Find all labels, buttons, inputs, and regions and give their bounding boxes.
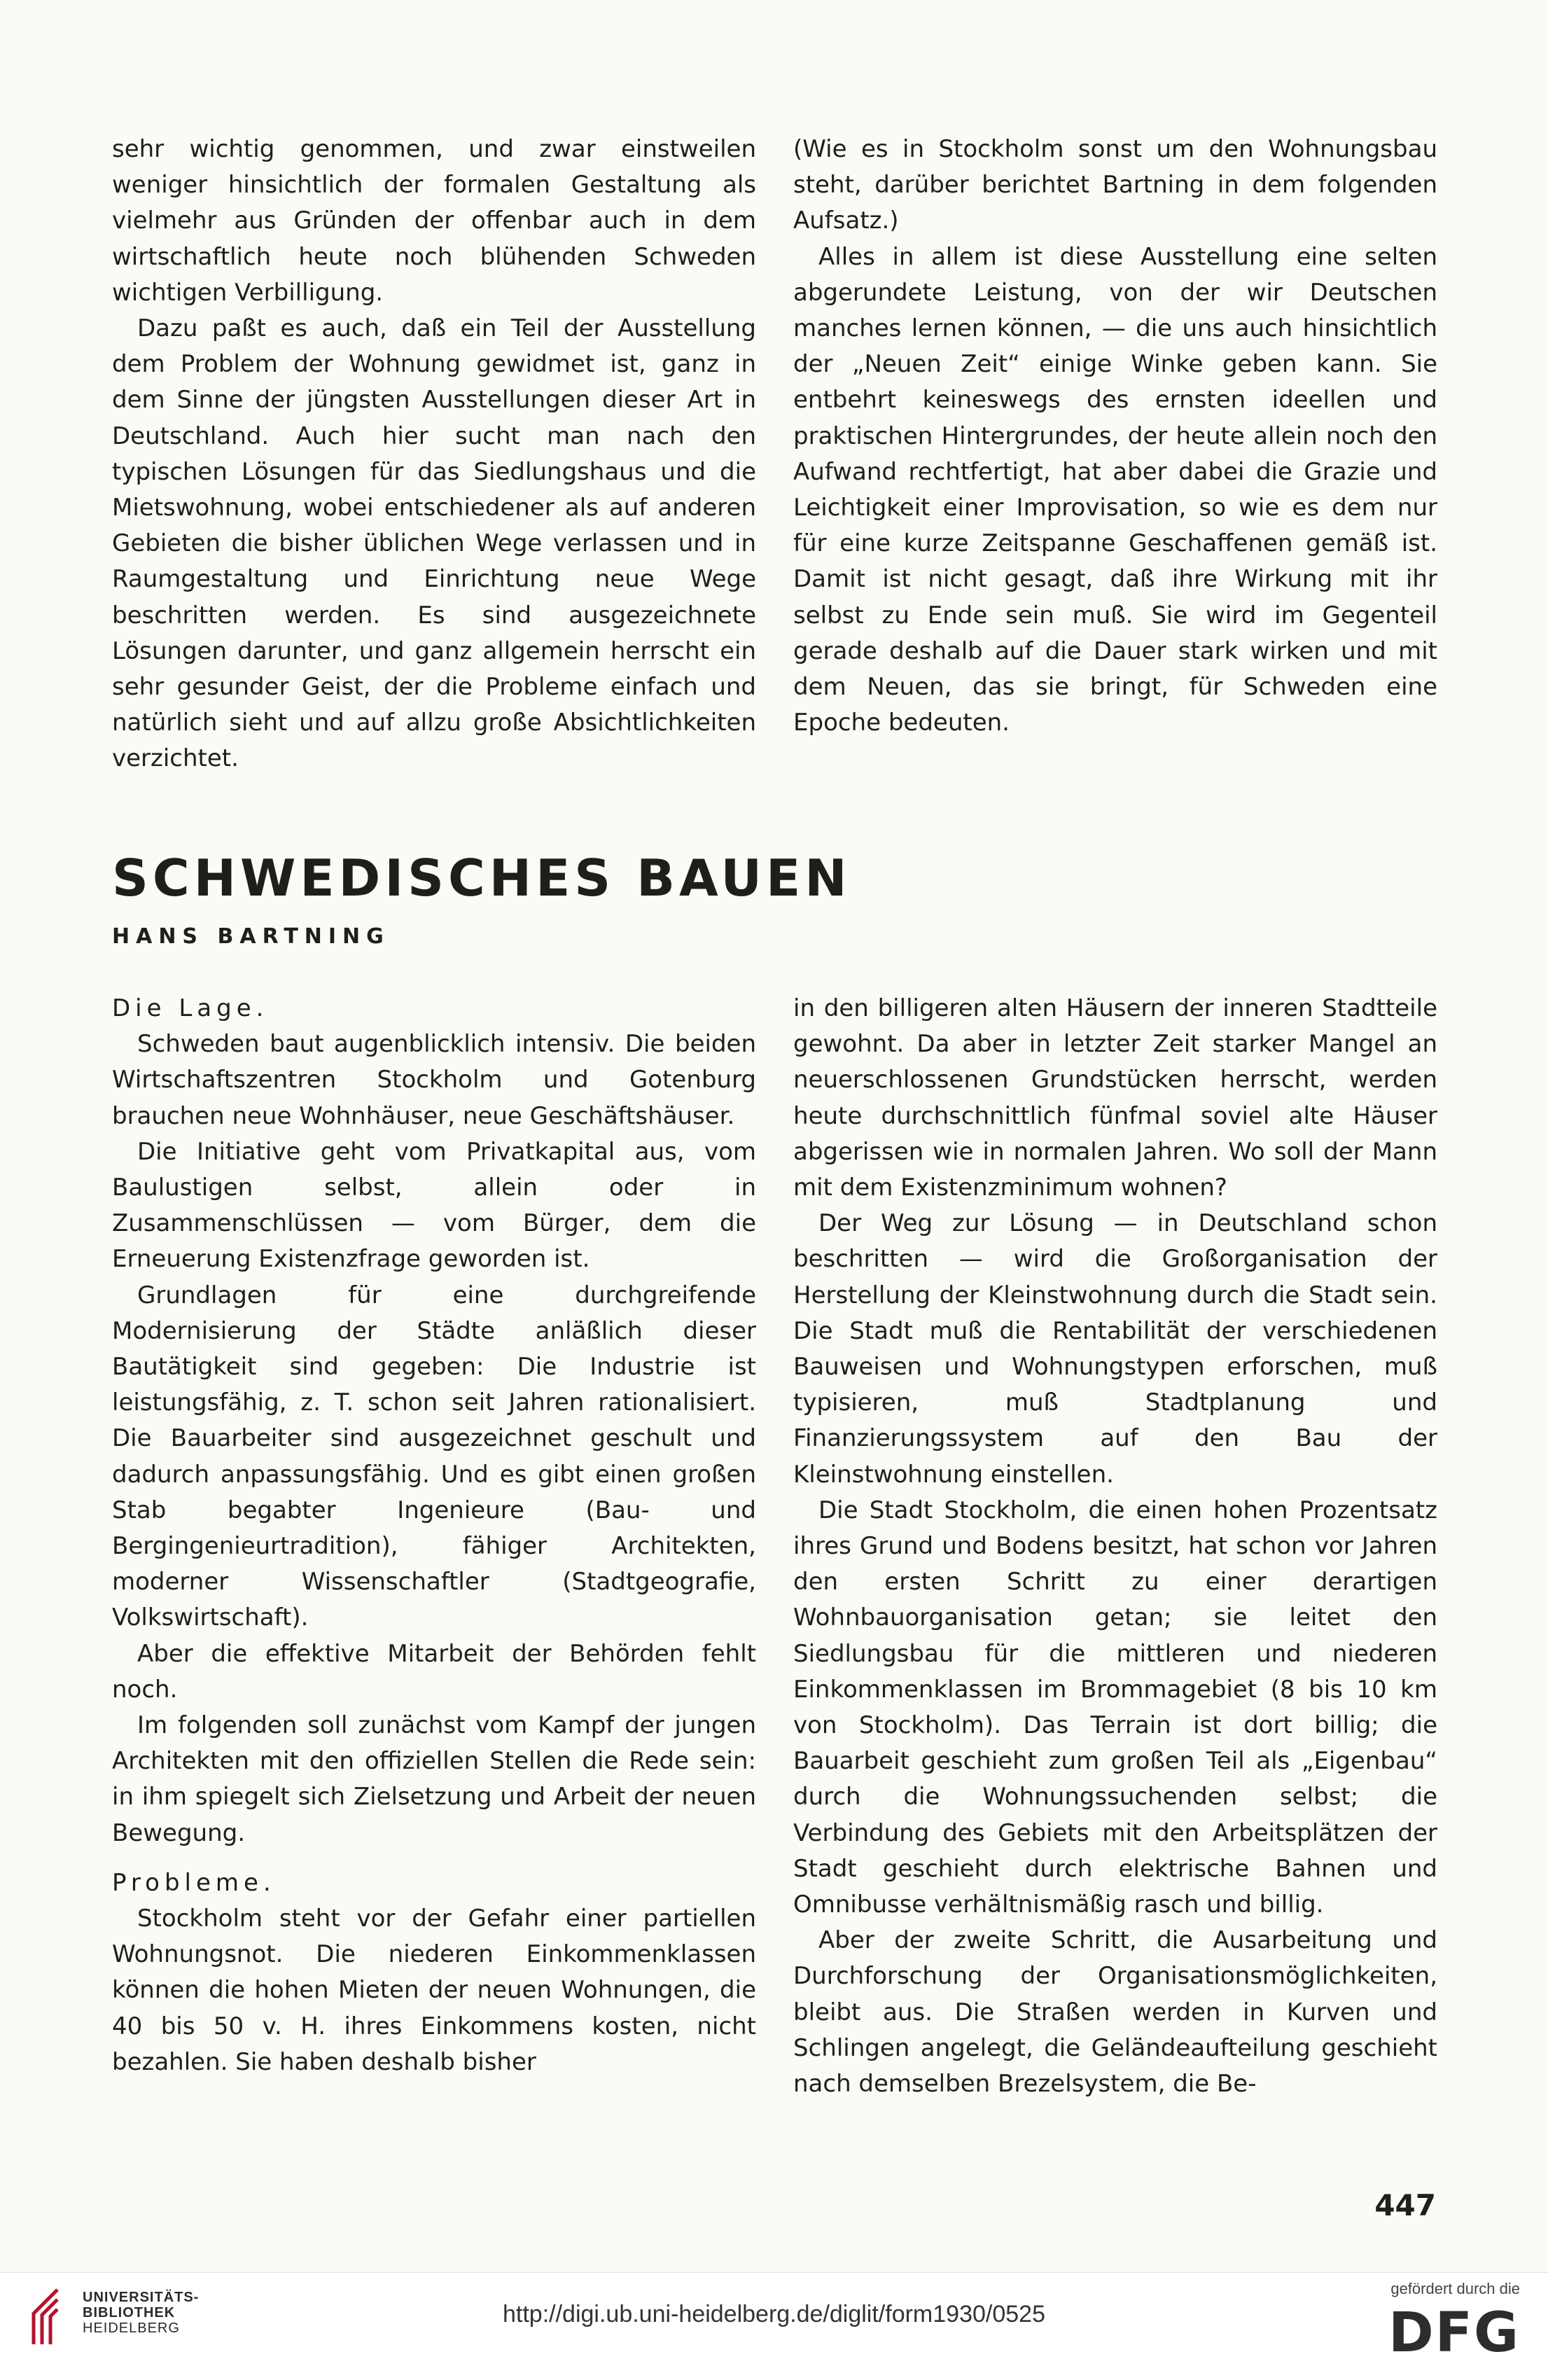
paragraph: in den billigeren alten Häusern der inneren Stadtteile gewohnt. Da aber in letzter Zeit starker Mangel an neuerschlossenen Grundstücken herrscht, werden heute durchschnittlich fünfmal soviel alte Häuser abgerissen wie in normalen Jahren. Wo soll der Mann mit dem Existenzminimum wohnen? bbox=[793, 994, 1437, 1202]
paragraph: Im folgenden soll zunächst vom Kampf der jungen Architekten mit den offiziellen Stellen die Rede sein: in ihm spiegelt sich Zielsetzung und Arbeit der neuen Bewegung. bbox=[112, 1711, 756, 1847]
top-left-column bbox=[112, 132, 756, 777]
paragraph: Der Weg zur Lösung — in Deutschland schon beschritten — wird die Großorganisation der Herstellung der Kleinstwohnung durch die Stadt sein. Die Stadt muß die Rentabilität der verschiedenen Bauweisen und Wohnungstypen erforschen, muß typisieren, muß Stadtplanung und Finanzierungssystem auf den Bau der Kleinstwohnung einstellen. bbox=[793, 1209, 1437, 1489]
paragraph: Die Initiative geht vom Privatkapital aus, vom Baulustigen selbst, allein oder in Zusammenschlüssen — vom Bürger, dem die Erneuerung Existenzfrage geworden ist. bbox=[112, 1137, 756, 1274]
library-name-line: UNIVERSITÄTS- bbox=[83, 2290, 200, 2305]
dfg-logo[interactable]: DFG bbox=[1388, 2302, 1520, 2365]
paragraph: Aber der zweite Schritt, die Ausarbeitung und Durchforschung der Organisationsmöglichkeiten, bleibt aus. Die Straßen werden in Kurven und Schlingen angelegt, die Geländeaufteilung geschieht nach demselben Brezelsystem, die Be- bbox=[793, 1926, 1437, 2099]
article-author: HANS BARTNING bbox=[112, 924, 390, 949]
paragraph: Alles in allem ist diese Ausstellung eine selten abgerundete Leistung, von der wir Deutschen manches lernen können, — die uns auch hinsichtlich der „Neuen Zeit“ einige Winke geben kann. Sie entbehrt keineswegs des ernsten ideellen und praktischen Hintergrundes, der heute allein noch den Aufwand rechtfertigt, hat aber dabei die Grazie und Leichtigkeit einer Improvisation, so wie es dem nur für eine kurze Zeitspanne Geschaffenen gemäß ist. Damit ist nicht gesagt, daß ihre Wirkung mit ihr selbst zu Ende sein muß. Sie wird im Gegenteil gerade deshalb auf die Dauer stark wirken und mit dem Neuen, das sie bringt, für Schweden eine Epoche bedeuten. bbox=[793, 242, 1437, 737]
paragraph: Schweden baut augenblicklich intensiv. Die beiden Wirtschaftszentren Stockholm und Gotenburg brauchen neue Wohnhäuser, neue Geschäftshäuser. bbox=[112, 1030, 756, 1130]
library-name-line: HEIDELBERG bbox=[83, 2320, 180, 2336]
paragraph: Die Stadt Stockholm, die einen hohen Prozentsatz ihres Grund und Bodens besitzt, hat schon vor Jahren den ersten Schritt zu einer derartigen Wohnbauorganisation getan; sie leitet den Siedlungsbau für die mittleren und niederen Einkommenklassen im Brommagebiet (8 bis 10 km von Stockholm). Das Terrain ist dort billig; die Bauarbeit geschieht zum großen Teil als „Eigenbau“ durch die Wohnungssuchenden selbst; die Verbindung des Gebiets mit den Arbeitsplätzen der Stadt geschieht durch elektrische Bahnen und Omnibusse verhältnismäßig rasch und billig. bbox=[793, 1496, 1437, 1919]
paragraph: (Wie es in Stockholm sonst um den Wohnungsbau steht, darüber berichtet Bartning in dem folgenden Aufsatz.) bbox=[793, 135, 1437, 235]
section-subheading: Die Lage. bbox=[112, 994, 269, 1022]
paragraph: Stockholm steht vor der Gefahr einer partiellen Wohnungsnot. Die niederen Einkommenklassen können die hohen Mieten der neuen Wohnungen, die 40 bis 50 v. H. ihres Einkommens kosten, nicht bezahlen. Sie haben deshalb bisher bbox=[112, 1905, 756, 2076]
paragraph: sehr wichtig genommen, und zwar einstweilen weniger hinsichtlich der formalen Gestaltung als vielmehr aus Gründen der offenbar auch in dem wirtschaftlich heute noch blühenden Schweden wichtigen Verbilligung. bbox=[112, 135, 756, 307]
article-left-column bbox=[112, 991, 756, 2080]
section-subheading: Probleme. bbox=[112, 1868, 276, 1897]
article-right-column bbox=[793, 991, 1437, 2102]
paragraph: Dazu paßt es auch, daß ein Teil der Ausstellung dem Problem der Wohnung gewidmet ist, ganz in dem Sinne der jüngsten Ausstellungen dieser Art in Deutschland. Auch hier sucht man nach den typischen Lösungen für das Siedlungshaus und die Mietswohnung, wobei entschiedener als auf anderen Gebieten die bisher üblichen Wege verlassen und in Raumgestaltung und Einrichtung neue Wege beschritten werden. Es sind ausgezeichnete Lösungen darunter, und ganz allgemein herrscht ein sehr gesunder Geist, der die Probleme einfach und natürlich sieht und auf allzu große Absichtlichkeiten verzichtet. bbox=[112, 314, 756, 773]
top-right-column bbox=[793, 132, 1437, 741]
funding-text: gefördert durch die bbox=[1390, 2280, 1520, 2297]
article-title: SCHWEDISCHES BAUEN bbox=[112, 849, 851, 907]
source-url-link[interactable]: http://digi.ub.uni-heidelberg.de/diglit/form1930/0525 bbox=[503, 2301, 1045, 2327]
page-number: 447 bbox=[1374, 2188, 1436, 2222]
paragraph: Aber die effektive Mitarbeit der Behörden fehlt noch. bbox=[112, 1639, 756, 1704]
paragraph: Grundlagen für eine durchgreifende Modernisierung der Städte anläßlich dieser Bautätigkeit sind gegeben: Die Industrie ist leistungsfähig, z. T. schon seit Jahren rationalisiert. Die Bauarbeiter sind ausgezeichnet geschult und dadurch anpassungsfähig. Und es gibt einen großen Stab begabter Ingenieure (Bau- und Bergingenieurtradition), fähiger Architekten, moderner Wissenschaftler (Stadtgeografie, Volkswirtschaft). bbox=[112, 1281, 756, 1632]
library-name-line: BIBLIOTHEK bbox=[83, 2305, 176, 2320]
